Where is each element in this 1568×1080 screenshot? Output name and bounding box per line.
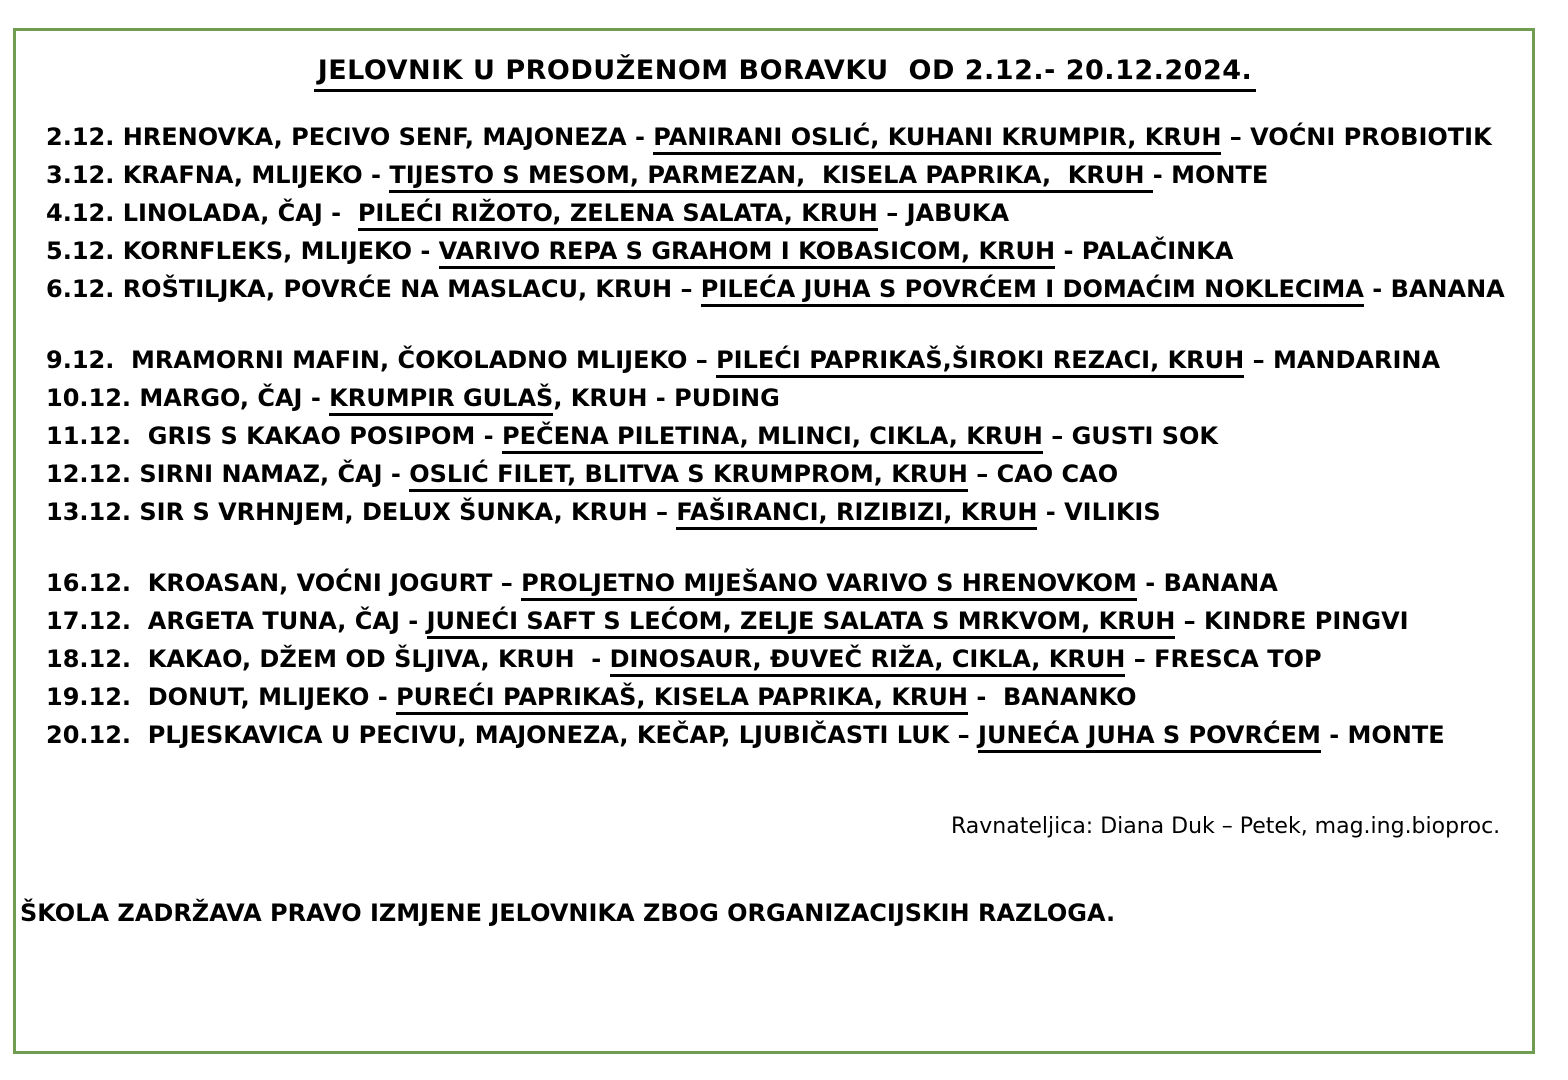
menu-row [46, 678, 1524, 716]
principal-signature: Ravnateljica: Diana Duk – Petek, mag.ing.bioproc. [951, 814, 1501, 839]
menu-row-lunch-underlined-text: FAŠIRANCI, RIZIBIZI, KRUH [676, 498, 1037, 530]
menu-row [46, 194, 1524, 232]
page-title: JELOVNIK U PRODUŽENOM BORAVKU OD 2.12.- 20.12.2024. [314, 55, 1257, 92]
menu-row-dessert-text: – VOĆNI PROBIOTIK [1221, 123, 1492, 151]
menu-row [46, 564, 1524, 602]
title-row [46, 55, 1524, 92]
menu-row-breakfast-text: 3.12. KRAFNA, MLIJEKO - [46, 161, 390, 189]
menu-row-breakfast-text: 13.12. SIR S VRHNJEM, DELUX ŠUNKA, KRUH – [46, 498, 677, 526]
menu-row-lunch-underlined-text: KRUMPIR GULAŠ [329, 384, 553, 416]
menu-row [46, 118, 1524, 156]
menu-row-breakfast-text: 6.12. ROŠTILJKA, POVRĆE NA MASLACU, KRUH – [46, 275, 701, 303]
menu-week [46, 118, 1524, 308]
menu-row-dessert-text: – KINDRE PINGVI [1175, 607, 1409, 635]
menu-row-dessert-text: - VILIKIS [1037, 498, 1161, 526]
menu-row [46, 602, 1524, 640]
menu-row [46, 716, 1524, 754]
menu-row-lunch-underlined-text: TIJESTO S MESOM, PARMEZAN, KISELA PAPRIKA, KRUH [389, 161, 1152, 193]
menu-row-lunch-underlined-text: PEČENA PILETINA, MLINCI, CIKLA, KRUH [502, 422, 1043, 454]
menu-row-dessert-text: - BANANA [1136, 569, 1278, 597]
menu-row-lunch-underlined-text: PROLJETNO MIJEŠANO VARIVO S HRENOVKOM [521, 569, 1137, 601]
menu-row [46, 640, 1524, 678]
menu-row [46, 455, 1524, 493]
menu-row-dessert-text: – GUSTI SOK [1042, 422, 1219, 450]
menu-document [16, 31, 1532, 927]
menu-row-lunch-underlined-text: VARIVO REPA S GRAHOM I KOBASICOM, KRUH [439, 237, 1055, 269]
menu-row-dessert-text: , KRUH - PUDING [553, 384, 780, 412]
menu-row-lunch-underlined-text: PILEĆA JUHA S POVRĆEM I DOMAĆIM NOKLECIMA [701, 275, 1364, 307]
menu-week [46, 341, 1524, 531]
menu-row [46, 270, 1524, 308]
menu-row-breakfast-text: 11.12. GRIS S KAKAO POSIPOM - [46, 422, 502, 450]
menu-row-lunch-underlined-text: PANIRANI OSLIĆ, KUHANI KRUMPIR, KRUH [653, 123, 1221, 155]
menu-row-lunch-underlined-text: DINOSAUR, ĐUVEČ RIŽA, CIKLA, KRUH [610, 645, 1126, 677]
menu-row-breakfast-text: 10.12. MARGO, ČAJ - [46, 384, 330, 412]
menu-row [46, 379, 1524, 417]
menu-row-breakfast-text: 2.12. HRENOVKA, PECIVO SENF, MAJONEZA - [46, 123, 654, 151]
menu-list [46, 118, 1524, 754]
menu-row-dessert-text: – CAO CAO [967, 460, 1119, 488]
document-border [13, 28, 1535, 1054]
menu-row [46, 232, 1524, 270]
menu-row-breakfast-text: 9.12. MRAMORNI MAFIN, ČOKOLADNO MLIJEKO – [46, 346, 717, 374]
menu-row-lunch-underlined-text: JUNEĆI SAFT S LEĆOM, ZELJE SALATA S MRKVOM, KRUH [427, 607, 1176, 639]
menu-row-breakfast-text: 12.12. SIRNI NAMAZ, ČAJ - [46, 460, 410, 488]
menu-row [46, 156, 1524, 194]
menu-row-breakfast-text: 19.12. DONUT, MLIJEKO - [46, 683, 397, 711]
menu-row-dessert-text: – MANDARINA [1244, 346, 1441, 374]
menu-row-breakfast-text: 18.12. KAKAO, DŽEM OD ŠLJIVA, KRUH - [46, 645, 610, 673]
menu-row-breakfast-text: 20.12. PLJESKAVICA U PECIVU, MAJONEZA, KEČAP, LJUBIČASTI LUK – [46, 721, 979, 749]
menu-row-lunch-underlined-text: JUNEĆA JUHA S POVRĆEM [978, 721, 1321, 753]
menu-row-dessert-text: - MONTE [1320, 721, 1445, 749]
menu-row-dessert-text: – FRESCA TOP [1125, 645, 1322, 673]
menu-row [46, 493, 1524, 531]
menu-week [46, 564, 1524, 754]
menu-row-breakfast-text: 17.12. ARGETA TUNA, ČAJ - [46, 607, 427, 635]
menu-row-dessert-text: - PALAČINKA [1055, 237, 1234, 265]
menu-row-breakfast-text: 5.12. KORNFLEKS, MLIJEKO - [46, 237, 439, 265]
menu-row [46, 417, 1524, 455]
menu-row-breakfast-text: 4.12. LINOLADA, ČAJ - [46, 199, 358, 227]
menu-row-lunch-underlined-text: PUREĆI PAPRIKAŠ, KISELA PAPRIKA, KRUH [396, 683, 968, 715]
menu-row-dessert-text: – JABUKA [877, 199, 1010, 227]
menu-row-dessert-text: - BANANKO [967, 683, 1137, 711]
menu-row-lunch-underlined-text: OSLIĆ FILET, BLITVA S KRUMPROM, KRUH [409, 460, 968, 492]
menu-row-breakfast-text: 16.12. KROASAN, VOĆNI JOGURT – [46, 569, 522, 597]
menu-row [46, 341, 1524, 379]
menu-row-lunch-underlined-text: PILEĆI RIŽOTO, ZELENA SALATA, KRUH [358, 199, 878, 231]
menu-row-dessert-text: - MONTE [1152, 161, 1269, 189]
menu-row-lunch-underlined-text: PILEĆI PAPRIKAŠ,ŠIROKI REZACI, KRUH [716, 346, 1244, 378]
menu-row-dessert-text: - BANANA [1363, 275, 1505, 303]
disclaimer-text: ŠKOLA ZADRŽAVA PRAVO IZMJENE JELOVNIKA ZBOG ORGANIZACIJSKIH RAZLOGA. [20, 899, 1116, 927]
